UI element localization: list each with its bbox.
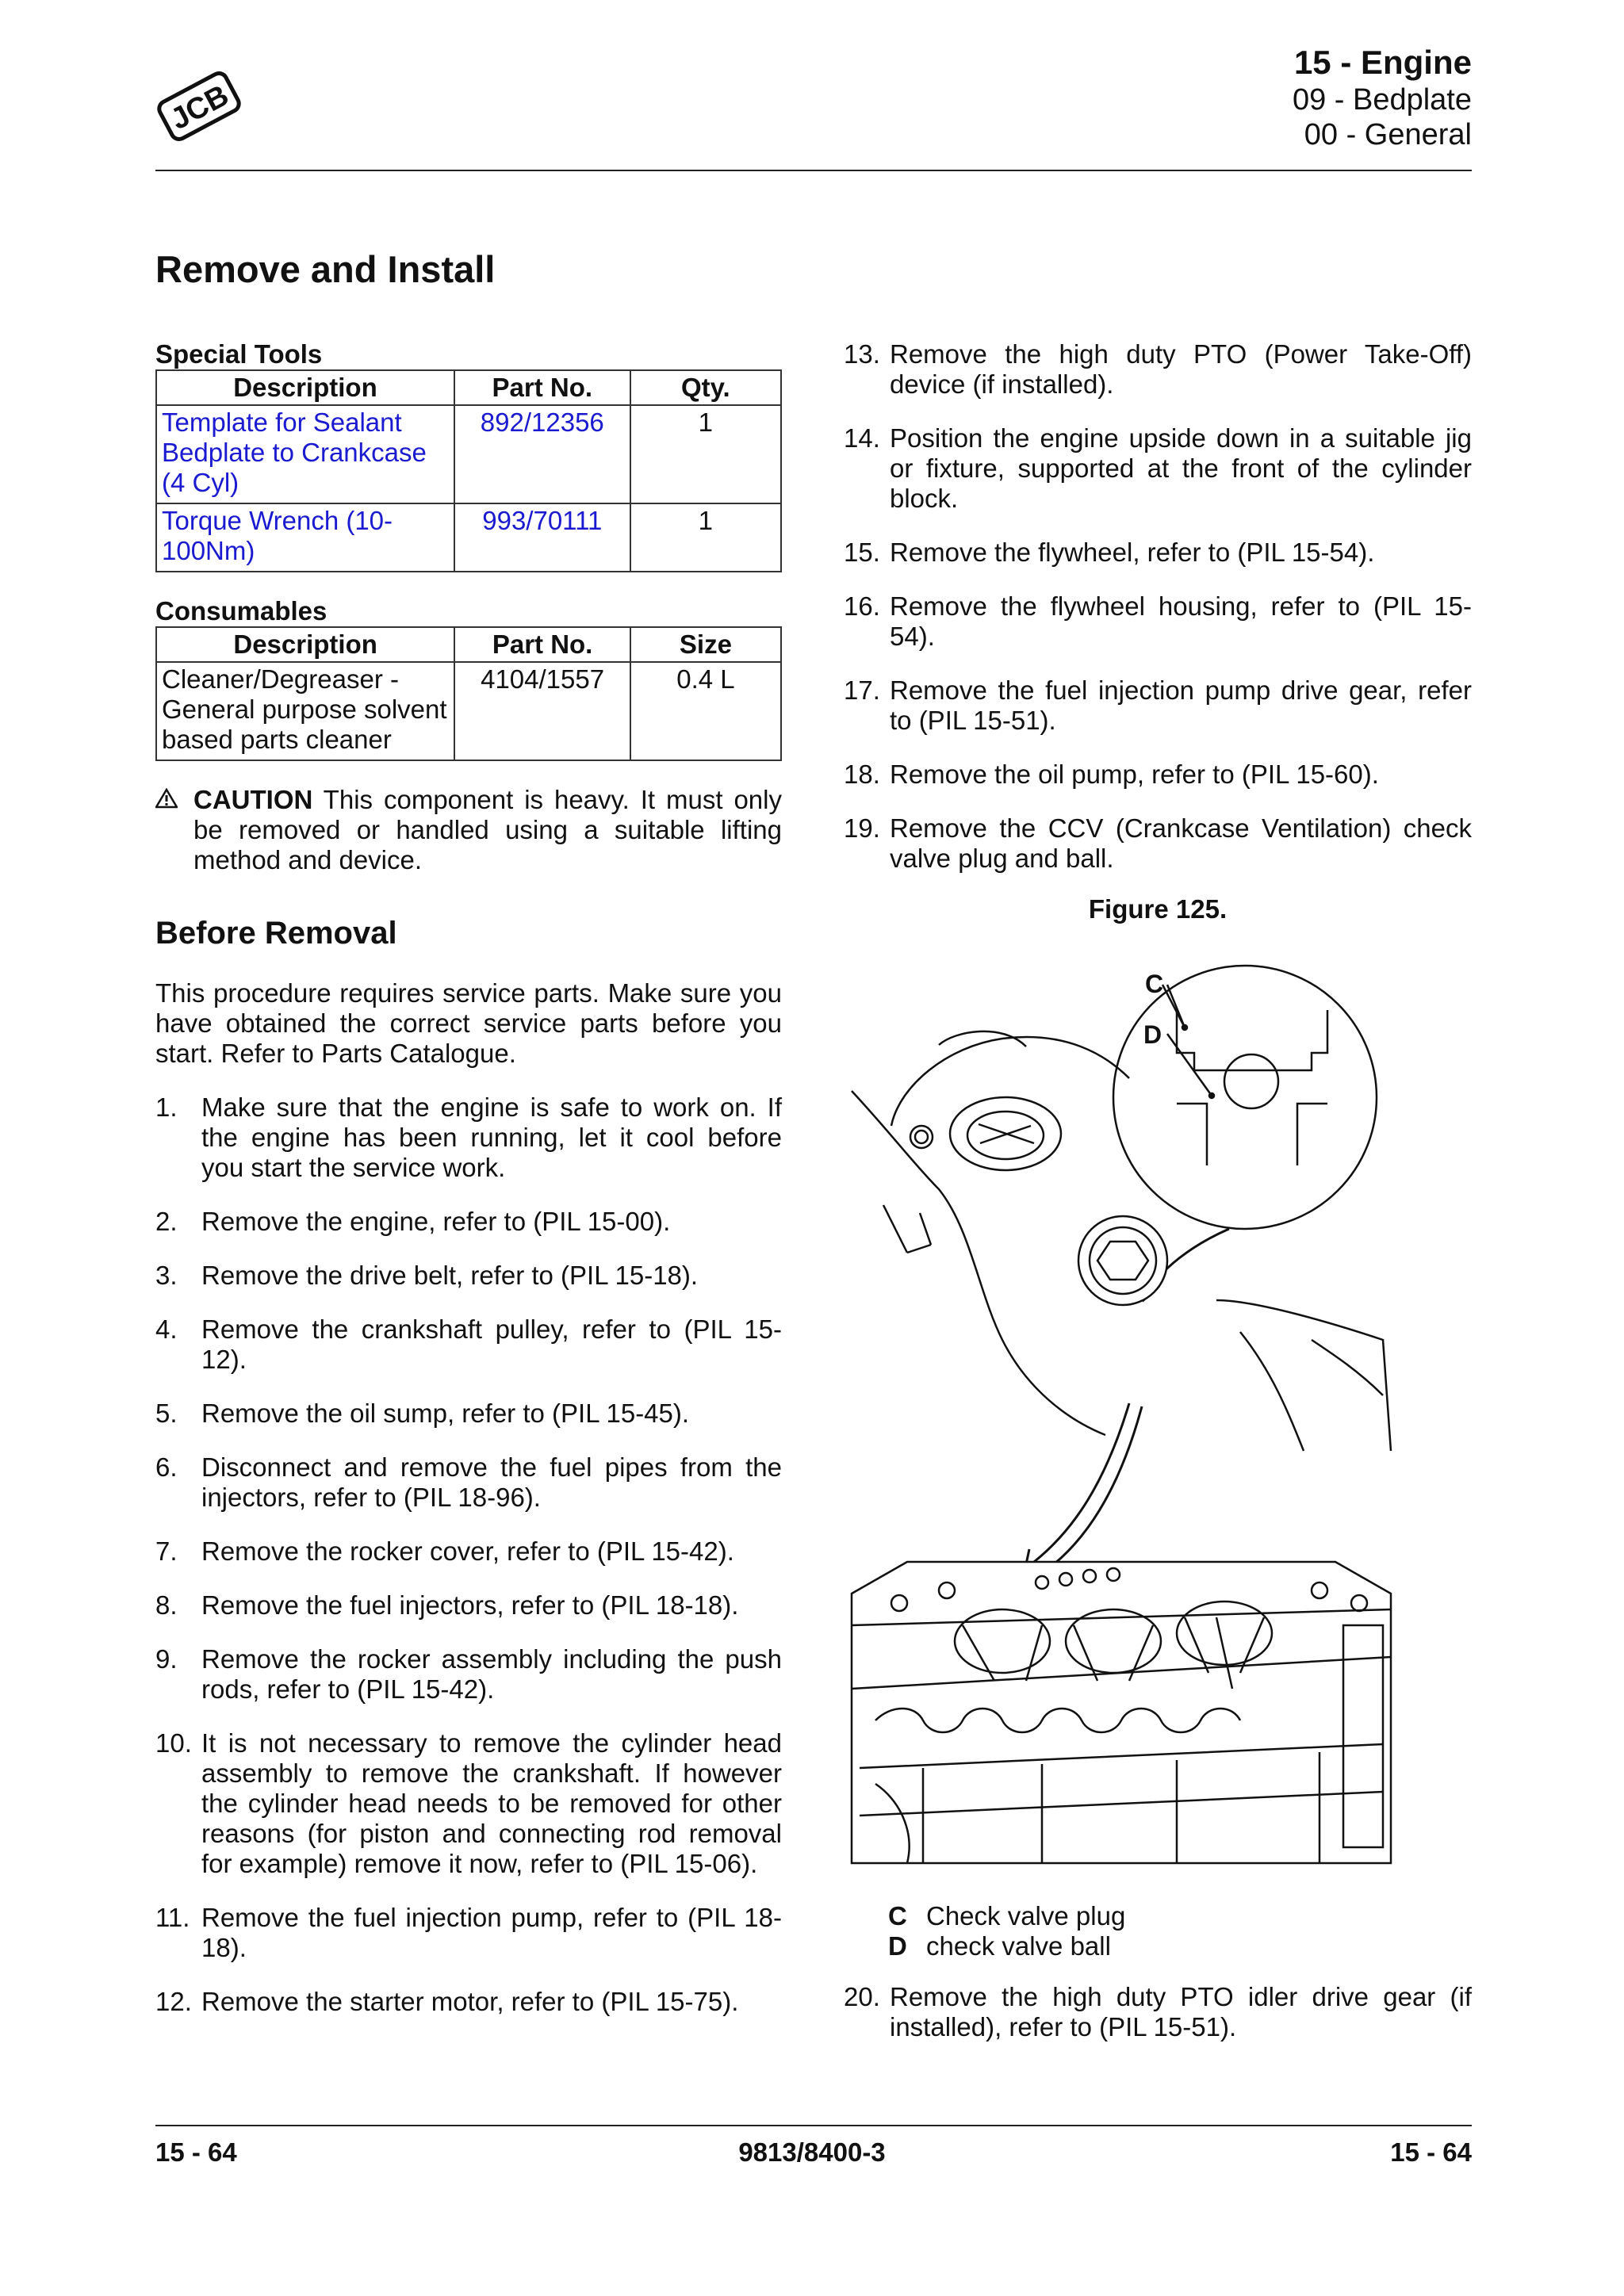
step-number: 7.	[155, 1536, 178, 1566]
callout-c: C	[1145, 970, 1164, 998]
special-tools-table	[155, 369, 782, 572]
step-text: Remove the rocker assembly including the push rods, refer to (PIL 15-42).	[201, 1644, 782, 1704]
caution-label: CAUTION	[193, 785, 313, 814]
procedure-step	[844, 591, 1472, 652]
step-number: 17.	[844, 675, 880, 705]
tool-part-number-link[interactable]: 993/70111	[454, 503, 630, 572]
table-row	[156, 405, 781, 503]
left-column	[155, 339, 782, 2041]
step-text: Remove the high duty PTO (Power Take-Off) device (if installed).	[890, 339, 1472, 399]
step-text: Remove the high duty PTO idler drive gear (if installed), refer to (PIL 15-51).	[890, 1982, 1472, 2042]
jcb-logo	[155, 68, 243, 144]
step-text: Remove the fuel injectors, refer to (PIL 18-18).	[201, 1590, 739, 1620]
caution-note	[155, 785, 782, 875]
figure-legend	[888, 1901, 1125, 1961]
step-number: 14.	[844, 423, 880, 453]
legend-item	[888, 1931, 1125, 1961]
warning-triangle-icon	[155, 788, 178, 809]
step-text: Remove the starter motor, refer to (PIL 15-75).	[201, 1987, 739, 2016]
tool-description-link[interactable]: Torque Wrench (10-100Nm)	[156, 503, 454, 572]
table-row	[156, 662, 781, 760]
step-number: 8.	[155, 1590, 178, 1620]
step-number: 1.	[155, 1093, 178, 1122]
step-text: Remove the oil sump, refer to (PIL 15-45).	[201, 1399, 690, 1428]
engine-block-illustration	[844, 928, 1399, 1901]
svg-text:JCB: JCB	[165, 78, 235, 137]
step-text: Make sure that the engine is safe to work on. If the engine has been running, let it cool before you start the service work.	[201, 1093, 782, 1182]
procedure-step	[155, 1261, 782, 1291]
column-header: Description	[156, 627, 454, 662]
figure-caption: Figure 125.	[1088, 894, 1228, 924]
step-number: 9.	[155, 1644, 178, 1674]
procedure-step	[844, 339, 1472, 400]
legend-key: C	[888, 1901, 907, 1931]
footer-page-left: 15 - 64	[155, 2137, 237, 2167]
consumable-description: Cleaner/Degreaser - General purpose solvent based parts cleaner	[156, 662, 454, 760]
step-number: 6.	[155, 1452, 178, 1482]
procedure-steps-after-figure	[844, 1982, 1472, 2042]
procedure-step	[844, 538, 1472, 568]
step-text: Remove the oil pump, refer to (PIL 15-60).	[890, 760, 1379, 789]
step-number: 12.	[155, 1987, 192, 2016]
step-number: 19.	[844, 813, 880, 843]
special-tools-heading: Special Tools	[155, 339, 323, 369]
column-header: Part No.	[454, 370, 630, 405]
tool-quantity: 1	[630, 503, 781, 572]
consumable-size: 0.4 L	[630, 662, 781, 760]
step-number: 10.	[155, 1728, 192, 1758]
procedure-step	[155, 1903, 782, 1963]
callout-d: D	[1143, 1020, 1162, 1049]
column-header: Description	[156, 370, 454, 405]
procedure-step	[155, 1207, 782, 1237]
procedure-step	[155, 1728, 782, 1879]
procedure-step	[155, 1590, 782, 1621]
legend-text: check valve ball	[926, 1931, 1111, 1961]
consumable-part-number: 4104/1557	[454, 662, 630, 760]
consumables-heading: Consumables	[155, 596, 327, 626]
page-header	[1293, 43, 1472, 153]
step-text: Remove the flywheel, refer to (PIL 15-54).	[890, 538, 1375, 567]
step-number: 20.	[844, 1982, 880, 2011]
procedure-step	[844, 760, 1472, 790]
tool-quantity: 1	[630, 405, 781, 503]
footer-doc-number: 9813/8400-3	[738, 2137, 886, 2167]
step-number: 5.	[155, 1399, 178, 1428]
step-number: 16.	[844, 591, 880, 621]
procedure-step	[155, 1452, 782, 1513]
step-text: Remove the flywheel housing, refer to (PIL 15-54).	[890, 591, 1472, 651]
right-column	[844, 339, 1472, 897]
tool-description-link[interactable]: Template for Sealant Bedplate to Crankcase (4 Cyl)	[156, 405, 454, 503]
procedure-step	[155, 1644, 782, 1705]
step-text: Remove the CCV (Crankcase Ventilation) check valve plug and ball.	[890, 813, 1472, 873]
legend-text: Check valve plug	[926, 1901, 1126, 1931]
legend-key: D	[888, 1931, 907, 1961]
page-title: Remove and Install	[155, 248, 496, 290]
table-row	[156, 503, 781, 572]
before-removal-heading: Before Removal	[155, 916, 397, 951]
tool-part-number-link[interactable]: 892/12356	[454, 405, 630, 503]
footer-page-right: 15 - 64	[1390, 2137, 1472, 2167]
step-number: 11.	[155, 1903, 190, 1932]
header-rule	[155, 170, 1472, 171]
step-text: Position the engine upside down in a suitable jig or fixture, supported at the front of the cylinder block.	[890, 423, 1472, 513]
chapter-title: 15 - Engine	[1293, 44, 1472, 81]
procedure-steps-right	[844, 339, 1472, 874]
step-number: 3.	[155, 1261, 178, 1290]
caution-text: This component is heavy. It must only be removed or handled using a suitable lifting method and device.	[193, 785, 782, 874]
procedure-step	[844, 423, 1472, 514]
procedure-steps-left	[155, 1093, 782, 2017]
procedure-step	[155, 1399, 782, 1429]
subsection-title: 00 - General	[1304, 118, 1472, 152]
table-header-row	[156, 627, 781, 662]
step-text: Disconnect and remove the fuel pipes from the injectors, refer to (PIL 18-96).	[201, 1452, 782, 1512]
column-header: Qty.	[630, 370, 781, 405]
step-text: Remove the drive belt, refer to (PIL 15-18).	[201, 1261, 699, 1290]
legend-item	[888, 1901, 1125, 1931]
before-removal-intro: This procedure requires service parts. Make sure you have obtained the correct service parts before you start. Refer to Parts Catalogue.	[155, 978, 782, 1068]
procedure-step-20	[844, 1982, 1472, 2066]
step-text: Remove the engine, refer to (PIL 15-00).	[201, 1207, 671, 1236]
footer-rule	[155, 2125, 1472, 2126]
step-text: Remove the rocker cover, refer to (PIL 15-42).	[201, 1536, 734, 1566]
step-number: 13.	[844, 339, 880, 369]
step-text: Remove the fuel injection pump drive gear, refer to (PIL 15-51).	[890, 675, 1472, 735]
section-title: 09 - Bedplate	[1292, 82, 1472, 117]
step-text: Remove the crankshaft pulley, refer to (PIL 15-12).	[201, 1314, 782, 1374]
procedure-step	[155, 1536, 782, 1567]
step-number: 2.	[155, 1207, 178, 1236]
table-header-row	[156, 370, 781, 405]
step-text: Remove the fuel injection pump, refer to (PIL 18-18).	[201, 1903, 782, 1962]
procedure-step	[844, 675, 1472, 736]
procedure-step	[155, 1314, 782, 1375]
procedure-step	[155, 1093, 782, 1183]
procedure-step	[844, 1982, 1472, 2042]
column-header: Part No.	[454, 627, 630, 662]
step-number: 4.	[155, 1314, 178, 1344]
step-text: It is not necessary to remove the cylinder head assembly to remove the crankshaft. If however the cylinder head needs to be removed for other reasons (for piston and connecting rod removal for example) remove it now, refer to (PIL 15-06).	[201, 1728, 782, 1878]
step-number: 15.	[844, 538, 880, 567]
column-header: Size	[630, 627, 781, 662]
procedure-step	[844, 813, 1472, 874]
procedure-step	[155, 1987, 782, 2017]
consumables-table	[155, 626, 782, 761]
step-number: 18.	[844, 760, 880, 789]
